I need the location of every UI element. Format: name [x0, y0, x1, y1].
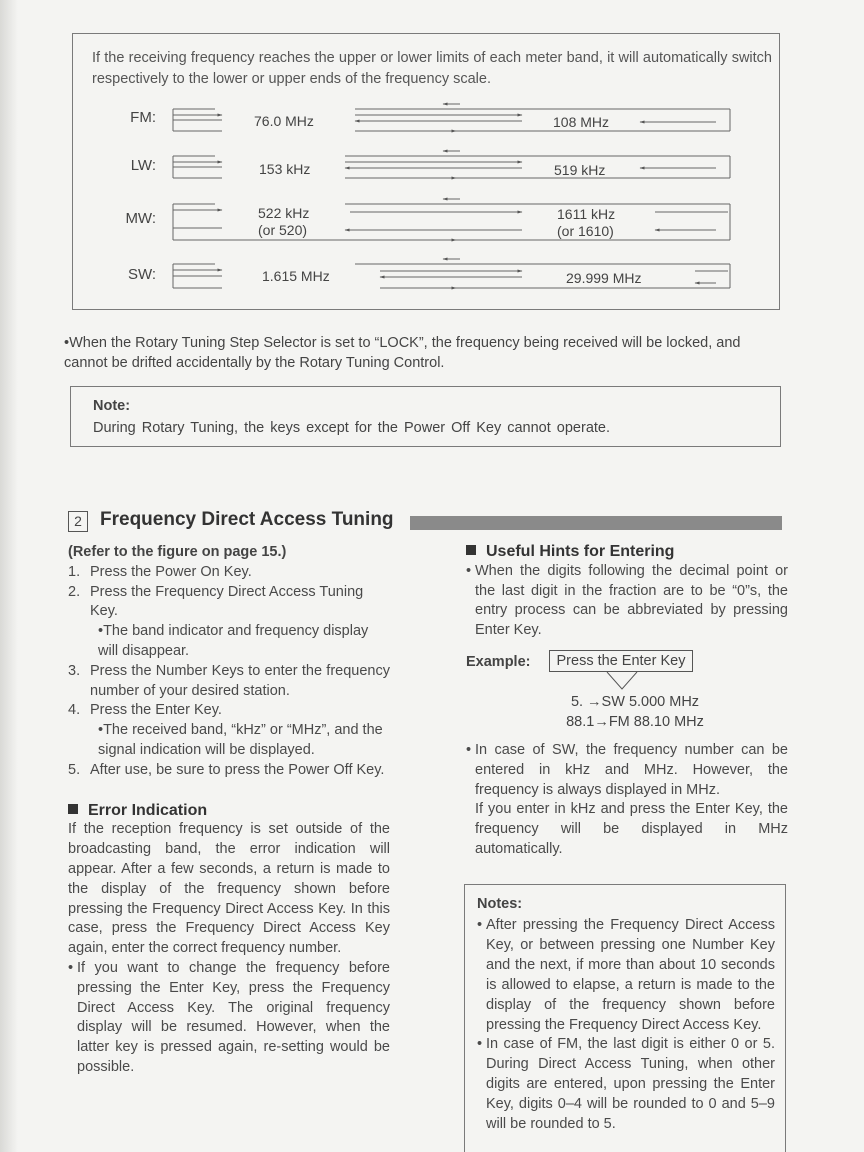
step-2-note: •The band indicator and frequency display will disappear.: [98, 623, 369, 659]
rotary-note-box: [70, 386, 781, 447]
hints-bullet: • When the digits following the decimal point or the last digit in the fraction are to be “0”s, the entry process can be abbreviated by pressing Enter Key.: [466, 562, 788, 639]
band-label-lw: LW:: [130, 157, 156, 174]
example-key-box: Press the Enter Key: [549, 650, 693, 672]
example-label: Example:: [466, 653, 531, 670]
lw-high-value: 519 kHz: [554, 162, 606, 178]
example-block: [466, 653, 788, 741]
step-2: 2. Press the Frequency Direct Access Tuning Key. •The band indicator and frequency display will disappear.: [68, 583, 390, 662]
band-label-mw: MW:: [125, 210, 156, 227]
error-indication-heading: Error Indication: [68, 801, 390, 821]
notes-body: [477, 916, 775, 1135]
section-number: 2: [68, 511, 88, 532]
lock-bullet-text: •When the Rotary Tuning Step Selector is set to “LOCK”, the frequency being received will be locked, and cannot be drifted accidentally by the Rotary Tuning Control.: [64, 335, 741, 371]
section-title: Frequency Direct Access Tuning: [100, 509, 394, 530]
mw-high-value: 1611 kHz: [557, 206, 616, 222]
sw-bullet: • In case of SW, the frequency number can be entered in kHz and MHz. However, the frequency is always displayed in MHz.: [466, 741, 788, 798]
notes-box: [464, 884, 786, 1152]
step-4-note: •The received band, “kHz” or “MHz”, and the signal indication will be displayed.: [98, 722, 383, 758]
sw-arrows: [173, 259, 730, 288]
sw-high-value: 29.999 MHz: [566, 270, 642, 286]
square-bullet-icon: [68, 804, 78, 814]
notes-bullet-1: • After pressing the Frequency Direct Access Key, or between pressing one Number Key and the next, if more than about 10 seconds is allowed to elapse, a return is made to the display of the frequency shown before pressing the Frequency Direct Access Key.: [477, 917, 775, 1033]
fm-high-value: 108 MHz: [553, 114, 610, 130]
band-label-sw: SW:: [127, 266, 156, 283]
sw-low-value: 1.615 MHz: [262, 268, 330, 284]
fm-low-value: 76.0 MHz: [254, 113, 314, 129]
mw-arrows: [173, 199, 730, 240]
error-bullet: • If you want to change the frequency before pressing the Enter Key, press the Frequency Direct Access Key. The original frequency display will be resumed. However, when the latter key is pressed again, re-setting would be possible.: [68, 959, 390, 1075]
notes-bullet-2: • In case of FM, the last digit is either 0 or 5. During Direct Access Tuning, when other digits are entered, upon pressing the Enter Key, digits 0–4 will be rounded to 0 and 5–9 will be rounded to 5.: [477, 1036, 775, 1133]
step-3: 3. Press the Number Keys to enter the frequency number of your desired station.: [68, 662, 390, 699]
note-text: During Rotary Tuning, the keys except for the Power Off Key cannot operate.: [93, 420, 610, 436]
band-label-fm: FM:: [130, 109, 156, 126]
right-column: [466, 542, 788, 860]
lw-low-value: 153 kHz: [259, 161, 311, 177]
band-intro-text: If the receiving frequency reaches the upper or lower limits of each meter band, it will automatically switch respectively to the lower or upper ends of the frequency scale.: [92, 50, 772, 87]
left-column: [68, 543, 390, 1078]
useful-hints-heading: Useful Hints for Entering: [466, 542, 788, 562]
step-1: 1. Press the Power On Key.: [68, 563, 252, 580]
figure-reference: (Refer to the figure on page 15.): [68, 544, 287, 560]
example-line-1: 5. →SW 5.000 MHz: [570, 693, 700, 710]
mw-high-alt-value: (or 1610): [557, 223, 614, 239]
error-indication-text: If the reception frequency is set outside of the broadcasting band, the error indication will appear. After a few seconds, a return is made to the display of the frequency shown before pressing the Frequency Direct Access Key. In this case, press the Frequency Direct Access Key again, enter the correct frequency number.: [68, 821, 390, 957]
mw-low-value: 522 kHz: [258, 205, 310, 221]
step-4: 4. Press the Enter Key. •The received band, “kHz” or “MHz”, and the signal indication will be displayed.: [68, 701, 390, 760]
sw-text: If you enter in kHz and press the Enter Key, the frequency will be displayed in MHz automatically.: [475, 801, 788, 857]
section-title-bar: [410, 516, 782, 530]
step-5: 5. After use, be sure to press the Power Off Key.: [68, 761, 385, 778]
callout-pointer-icon: [606, 672, 638, 690]
lw-arrows: [173, 151, 730, 178]
mw-low-alt-value: (or 520): [258, 222, 308, 238]
example-line-2: 88.1→FM 88.10 MHz: [566, 713, 704, 730]
note-title: Note:: [93, 398, 131, 414]
notes-title: Notes:: [477, 896, 523, 912]
square-bullet-icon: [466, 545, 476, 555]
